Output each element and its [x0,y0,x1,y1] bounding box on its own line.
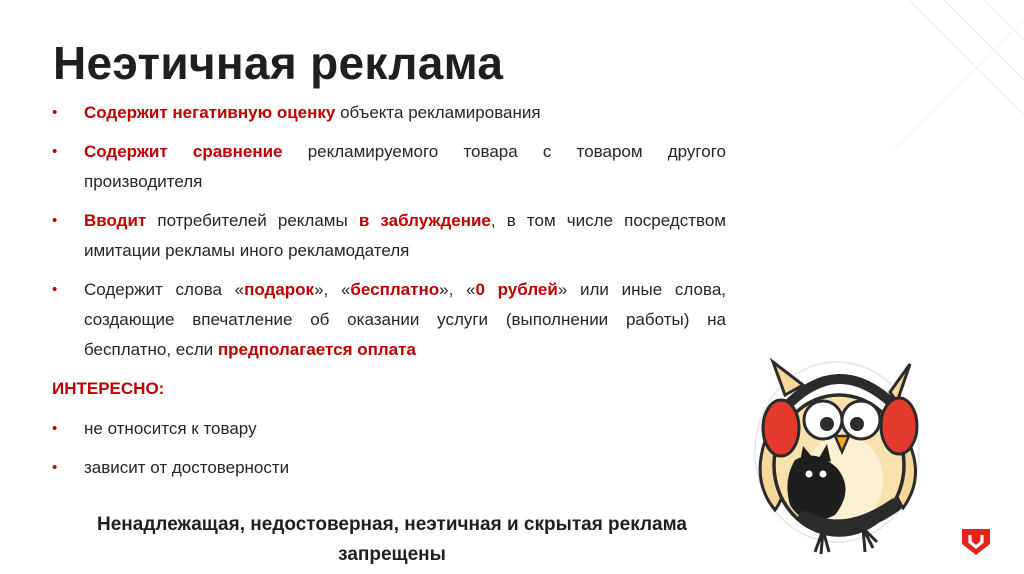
highlight: предполагается оплата [217,340,416,359]
conclusion-text: Ненадлежащая, недостоверная, неэтичная и скрытая реклама запрещены [97,514,687,565]
highlight: 0 рублей [475,280,558,299]
highlight: в заблуждение [358,211,491,230]
highlight: Вводит [84,211,147,230]
text: , в том числе посредством имитации рекламы иного рекламодателя [84,211,726,260]
highlight: подарок [244,280,315,299]
highlight: Содержит сравнение [84,142,283,161]
text: », « [314,280,351,299]
bullet-comparison [52,137,726,197]
note-item-reliability [52,453,726,483]
slide-content [52,98,726,483]
slide-title: Неэтичная реклама [53,37,504,89]
text: » или иные слова, создающие впечатление об оказании услуги (выполнении работы) на бесплатно, если [84,280,726,359]
text: рекламируемого товара с товаром другого производителя [84,142,726,191]
highlight: бесплатно [350,280,440,299]
note-item-product [52,414,726,444]
note-label: ИНТЕРЕСНО: [52,379,165,398]
bullet-misleading [52,206,726,266]
bullet-negative-evaluation [52,98,726,128]
text: объекта рекламирования [335,103,541,122]
bullet-free-words [52,275,726,365]
text: потребителей рекламы [146,211,359,230]
highlight: Содержит негативную оценку [84,103,336,122]
red-shield-chevron-icon [961,528,991,556]
owl-with-headphones-icon [745,340,935,565]
text: », « [439,280,476,299]
text: Содержит слова « [84,280,245,299]
text: не относится к товару [84,419,257,438]
text: зависит от достоверности [84,458,290,477]
